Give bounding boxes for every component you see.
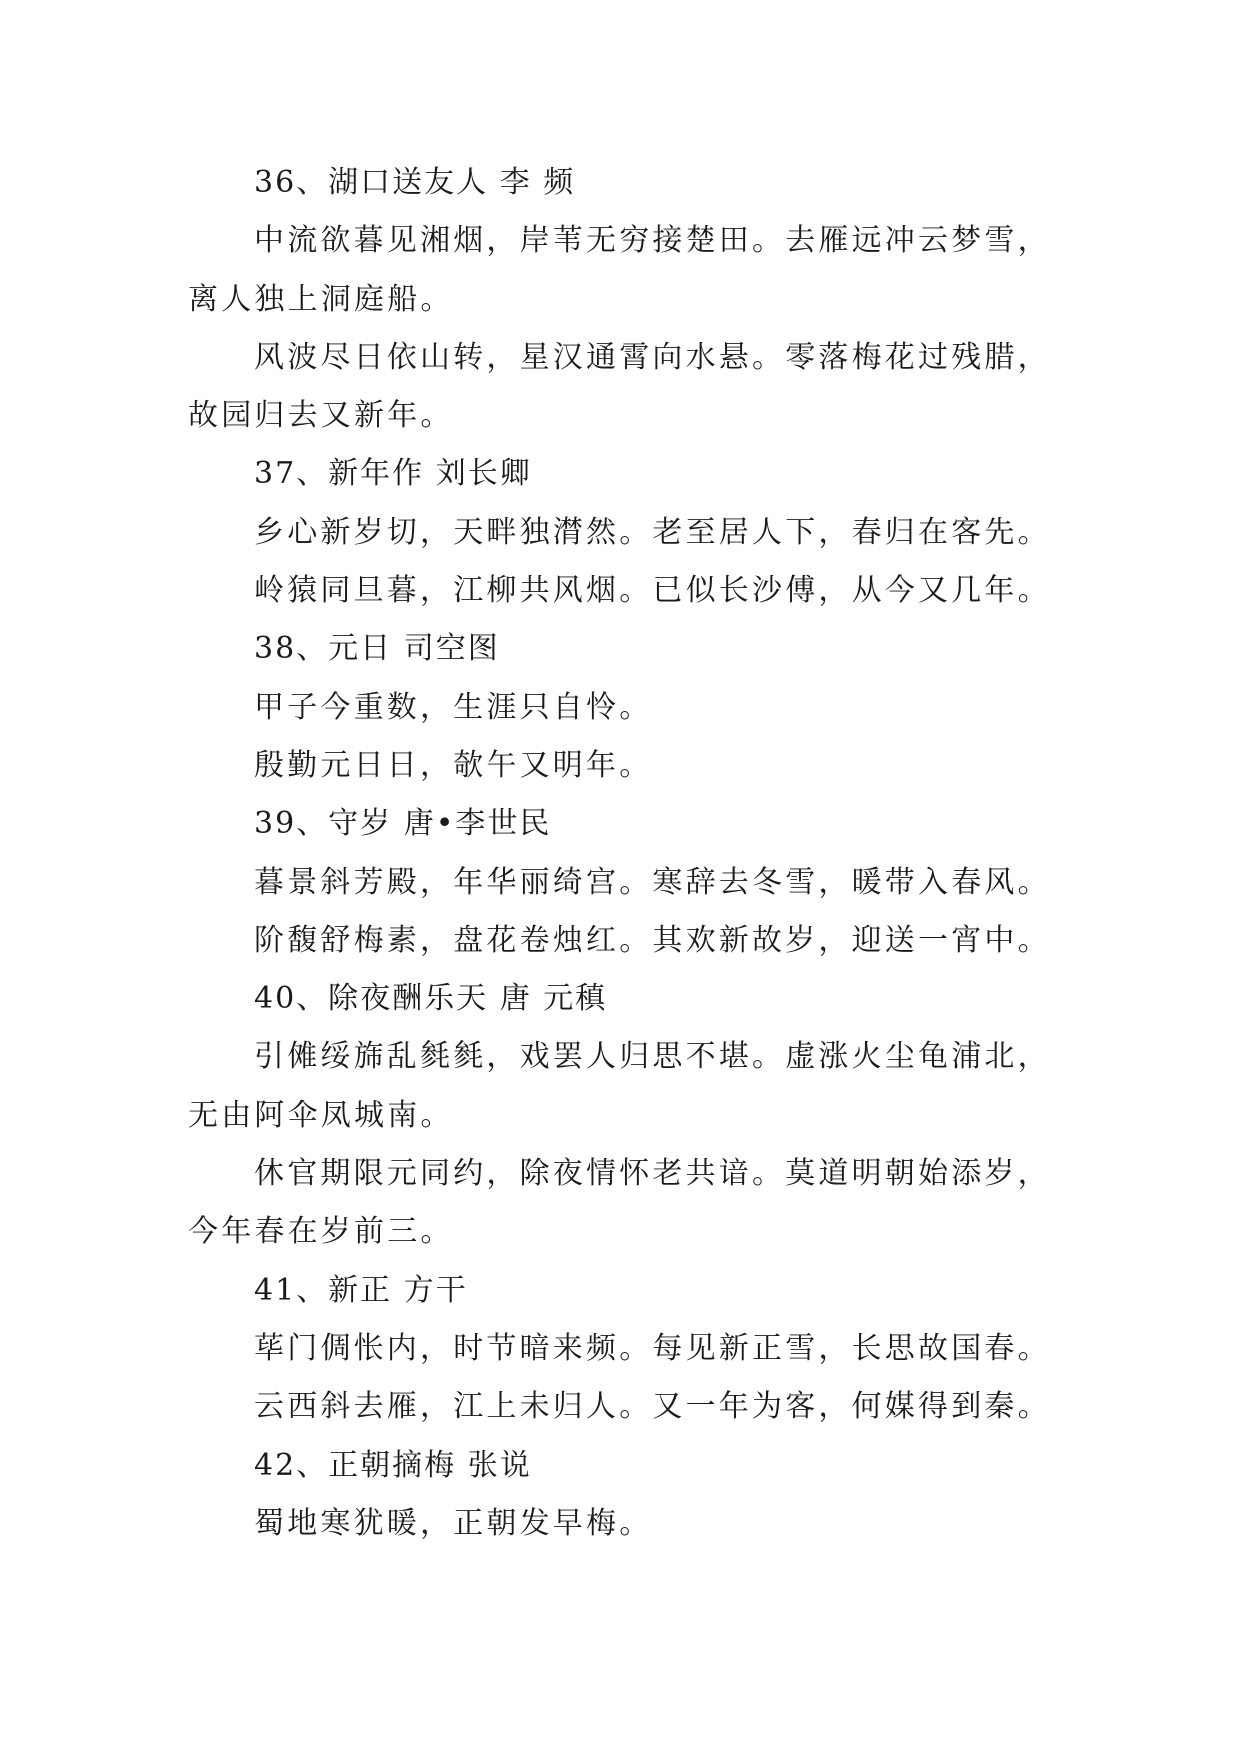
poem-line-continuation: 故园归去又新年。 — [188, 398, 454, 434]
poem-heading-38: 38、元日 司空图 — [254, 631, 500, 667]
poem-line: 休官期限元同约，除夜情怀老共谙。莫道明朝始添岁， — [254, 1156, 1051, 1192]
poem-line: 风波尽日依山转，星汉通霄向水悬。零落梅花过残腊， — [254, 339, 1051, 375]
poem-heading-41: 41、新正 方干 — [254, 1272, 468, 1308]
poem-heading-37: 37、新年作 刘长卿 — [254, 456, 532, 492]
poem-line: 乡心新岁切，天畔独潸然。老至居人下，春归在客先。 — [254, 514, 1051, 550]
poem-line: 中流欲暮见湘烟，岸苇无穷接楚田。去雁远冲云梦雪， — [254, 223, 1051, 259]
poem-line-continuation: 今年春在岁前三。 — [188, 1214, 454, 1250]
poem-line: 甲子今重数，生涯只自怜。 — [254, 689, 653, 725]
poem-line: 殷勤元日日，欹午又明年。 — [254, 747, 653, 783]
poem-line-continuation: 无由阿伞凤城南。 — [188, 1097, 454, 1133]
poem-line: 云西斜去雁，江上未归人。又一年为客，何媒得到秦。 — [254, 1389, 1051, 1425]
poem-line: 蜀地寒犹暖，正朝发早梅。 — [254, 1505, 653, 1541]
poem-list — [188, 154, 1068, 1553]
poem-line: 阶馥舒梅素，盘花卷烛红。其欢新故岁，迎送一宵中。 — [254, 922, 1051, 958]
poem-line-continuation: 离人独上洞庭船。 — [188, 281, 454, 317]
poem-heading-39: 39、守岁 唐•李世民 — [254, 806, 552, 842]
poem-line: 岭猿同旦暮，江柳共风烟。已似长沙傅，从今又几年。 — [254, 573, 1051, 609]
poem-heading-36: 36、湖口送友人 李 频 — [254, 165, 576, 200]
poem-line: 荜门倜怅内，时节暗来频。每见新正雪，长思故国春。 — [254, 1330, 1051, 1366]
poem-line: 引傩绥旆乱毵毵，戏罢人归思不堪。虚涨火尘龟浦北， — [254, 1039, 1051, 1075]
poem-line: 暮景斜芳殿，年华丽绮宫。寒辞去冬雪，暖带入春风。 — [254, 864, 1051, 900]
poem-heading-42: 42、正朝摘梅 张说 — [254, 1447, 532, 1483]
poem-heading-40: 40、除夜酬乐天 唐 元稹 — [254, 981, 608, 1017]
